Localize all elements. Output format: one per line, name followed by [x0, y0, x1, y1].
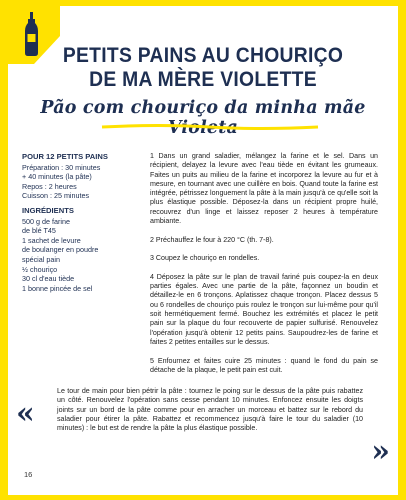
servings-heading: POUR 12 PETITS PAINS	[22, 152, 108, 161]
step-paragraph: 4 Déposez la pâte sur le plan de travail fariné puis coupez-la en deux parties égales. Avec une partie de la pâte, façonnez un boudin et détaillez-le en 6 tronçons. Aplatissez chaque tronçon. Placez dessus 5 ou 6 rondelles de chouriço puis roulez le tronçon sur lui-même pour qu'il soit hermétiquement fermé. Bouchez les extrémités et placez le petit pain sur la plaque du four recouverte de papier sulfurisé. Renouvelez l'opération jusqu'à obtenir 12 petits pains. Saupoudrez-les de farine et faites 2 petites entailles sur le dessus.	[150, 272, 378, 346]
time-line: Cuisson : 25 minutes	[22, 191, 90, 201]
open-quote-icon: «	[16, 396, 35, 431]
ingredient-line: de boulanger en poudre	[22, 245, 99, 255]
recipe-title	[24, 44, 383, 92]
tip-text: Le tour de main pour bien pétrir la pâte : tournez le poing sur le dessus de la pâte puis rabattez un côté. Renouvelez l'opération sans cesse pendant 10 minutes. Enfoncez ensuite les doigts joints sur un bord de la pâte comme pour en arracher un morceau et battez sur le rebord du saladier pour étirer la pâte. Rabattez et recommencez jusqu'à faire le tour du saladier (10 minutes) : le but est de rendre la pâte la plus élastique possible.	[57, 387, 363, 433]
step-paragraph: 2 Préchauffez le four à 220 °C (th. 7-8).	[150, 235, 274, 244]
page-number: 16	[24, 470, 33, 479]
recipe-page	[8, 6, 398, 495]
ingredient-line: 1 bonne pincée de sel	[22, 283, 93, 293]
ingredients-heading: INGRÉDIENTS	[22, 205, 74, 215]
time-line: + 40 minutes (la pâte)	[22, 172, 92, 182]
ingredient-line: spécial pain	[22, 254, 60, 264]
time-line: Repos : 2 heures	[22, 181, 77, 191]
ingredient-line: ½ chouriço	[22, 264, 58, 274]
title-line-2: DE MA MÈRE VIOLETTE	[89, 68, 317, 91]
tip-box	[16, 381, 390, 469]
recipe-steps	[150, 152, 378, 384]
subtitle-underline	[100, 124, 320, 130]
step-paragraph: 3 Coupez le chouriço en rondelles.	[150, 254, 260, 263]
ingredient-line: 30 cl d'eau tiède	[22, 274, 75, 284]
ingredients-block	[22, 206, 124, 293]
step-paragraph: 5 Enfournez et faites cuire 25 minutes : quand le fond du pain se détache de la plaque, le petit pain est cuit.	[150, 356, 378, 374]
recipe-sidebar	[22, 152, 124, 296]
servings-block	[22, 152, 124, 201]
title-line-1: PETITS PAINS AU CHOURIÇO	[62, 44, 344, 67]
time-line: Préparation : 30 minutes	[22, 162, 101, 172]
ingredient-line: 500 g de farine	[22, 216, 70, 226]
ingredient-line: 1 sachet de levure	[22, 235, 81, 245]
close-quote-icon: »	[371, 434, 390, 469]
step-paragraph: 1 Dans un grand saladier, mélangez la farine et le sel. Dans un récipient, delayez la levure avec l'eau tiède en évitant les grumeaux. Faites un puits au milieu de la farine et incorporez la levure au fur et à mesure, en tournant avec une cuillère en bois. Quand toute la farine est intégrée, pétrissez longuement la pâte à la main jusqu'à ce qu'elle soit la plus élastique possible. Déposez-la dans un récipient propre huilé, recouvrez d'un linge et laissez reposer 2 heures à température ambiante.	[150, 152, 378, 226]
recipe-subtitle: Pão com chouriço da minha mãe Violeta	[40, 98, 366, 138]
ingredient-line: de blé T45	[22, 226, 56, 236]
